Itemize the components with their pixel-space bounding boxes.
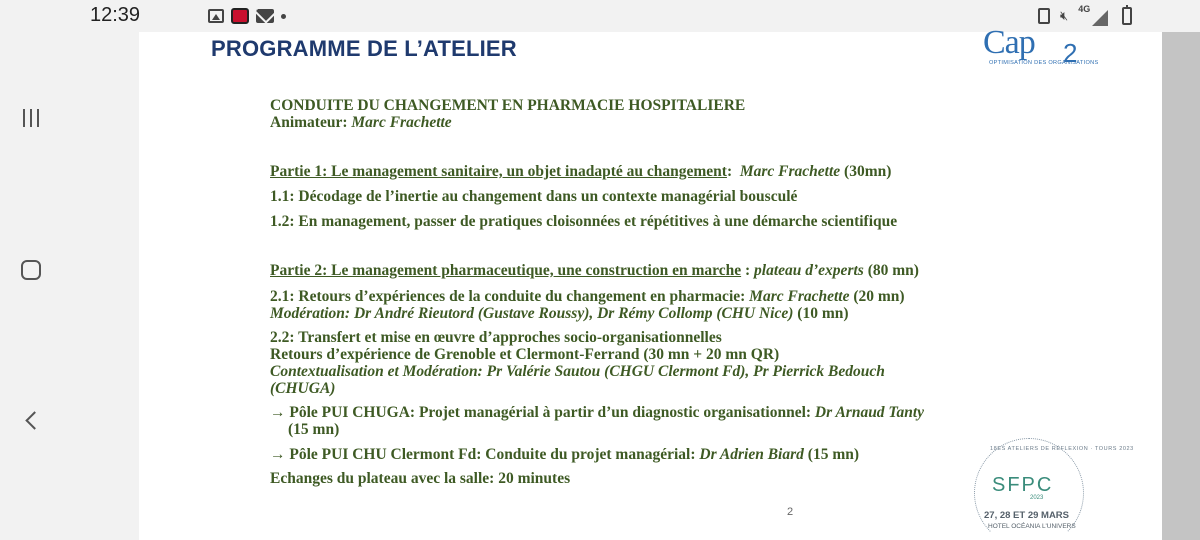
- pole2-speaker: Dr Adrien Biard: [699, 446, 804, 463]
- logo-tagline: OPTIMISATION DES ORGANISATIONS: [989, 60, 1099, 66]
- recents-button[interactable]: [18, 105, 44, 131]
- part2-colon: :: [741, 262, 751, 279]
- part2-item-2-line1: 2.2: Transfert et mise en œuvre d’approches socio-organisationnelles: [270, 329, 722, 346]
- part2-item-2-line3: [270, 363, 885, 380]
- animator-name: Marc Frachette: [351, 114, 452, 131]
- animator-label: Animateur:: [270, 114, 348, 131]
- navigation-bar: [0, 0, 62, 540]
- part2-item-2-moderation: Contextualisation et Modération: Pr Valérie Sautou (CHGU Clermont Fd), Pr Pierrick Bedouch: [270, 363, 885, 380]
- part2-item-2-moderation-cont: (CHUGA): [270, 380, 336, 397]
- part2-item-2-line4: [270, 380, 335, 397]
- mute-icon: 🔇︎: [1060, 8, 1069, 24]
- network-type: 4G: [1078, 4, 1091, 14]
- sfpc-arc-text: 18ES ATELIERS DE RÉFLEXION · TOURS 2023: [990, 446, 1134, 452]
- part1-item-2: 1.2: En management, passer de pratiques cloisonnées et répétitives à une démarche scientifique: [270, 213, 898, 230]
- pole1-text: → Pôle PUI CHUGA: Projet managérial à partir d’un diagnostic organisationnel:: [270, 404, 812, 421]
- part1-duration: (30mn): [844, 163, 892, 180]
- logo-number: 2: [1063, 38, 1078, 68]
- status-time: 12:39: [90, 4, 141, 26]
- pole2-duration: (15 mn): [807, 446, 860, 463]
- part2-item-2-line2: Retours d’expérience de Grenoble et Clermont-Ferrand (30 mn + 20 mn QR): [270, 346, 780, 363]
- part2-item-1-moderation-line: [270, 305, 849, 322]
- slide-title: PROGRAMME DE L’ATELIER: [211, 36, 517, 61]
- viewer-edge: [1162, 32, 1200, 540]
- sfpc-logo: [974, 438, 1134, 540]
- recents-bar-icon: [23, 109, 25, 127]
- exchange-line: Echanges du plateau avec la salle: 20 minutes: [270, 470, 571, 487]
- part2-item-1: [270, 288, 905, 305]
- part2-duration: (80 mn): [867, 262, 919, 279]
- pole1-duration: (15 mn): [288, 421, 340, 438]
- part1-colon: :: [726, 163, 733, 180]
- session-heading: CONDUITE DU CHANGEMENT EN PHARMACIE HOSPITALIERE: [270, 97, 746, 114]
- part2-item-1-speaker: Marc Frachette: [749, 288, 850, 305]
- part2-item-1-text: 2.1: Retours d’expériences de la conduite du changement en pharmacie:: [270, 288, 746, 305]
- recents-bar-icon: [30, 109, 32, 127]
- page-number: 2: [787, 506, 794, 518]
- sfpc-venue: HOTEL OCÉANIA L'UNIVERS: [988, 523, 1076, 530]
- battery-icon: [1122, 7, 1132, 25]
- sfpc-brand: SFPC: [992, 474, 1054, 496]
- animator-line: [270, 114, 452, 131]
- signal-icon: [1078, 6, 1112, 26]
- pole1-line: [270, 404, 924, 421]
- cap2-logo: [983, 26, 1103, 78]
- image-icon: [208, 9, 224, 23]
- pole2-line: [270, 446, 859, 463]
- part1-title-line: [270, 163, 891, 180]
- slide[interactable]: [139, 24, 1162, 540]
- sfpc-dates: 27, 28 ET 29 MARS: [984, 510, 1070, 521]
- part2-item-1-duration: (20 mn): [853, 288, 905, 305]
- pole1-speaker: Dr Arnaud Tanty: [814, 404, 925, 421]
- notification-icons: [208, 8, 286, 24]
- pole2-text: → Pôle PUI CHU Clermont Fd: Conduite du projet managérial:: [270, 446, 696, 463]
- part2-item-1-mod-duration: (10 mn): [797, 305, 849, 322]
- more-notifications-dot-icon: [281, 14, 286, 19]
- part2-title: Partie 2: Le management pharmaceutique, une construction en marche: [270, 262, 742, 279]
- system-icons: [1038, 6, 1132, 26]
- home-button[interactable]: [18, 257, 44, 283]
- part2-title-line: [270, 262, 919, 279]
- sfpc-year: 2023: [1030, 495, 1044, 501]
- part1-speaker: Marc Frachette: [739, 163, 841, 180]
- part2-speaker: plateau d’experts: [754, 262, 864, 279]
- back-button[interactable]: [18, 407, 44, 433]
- mail-icon: [256, 9, 274, 23]
- app-notification-icon: [231, 8, 249, 24]
- back-icon: [25, 411, 43, 429]
- home-icon: [21, 260, 41, 280]
- lock-icon: [1038, 8, 1050, 24]
- part2-item-1-moderation: Modération: Dr André Rieutord (Gustave Roussy), Dr Rémy Collomp (CHU Nice): [270, 305, 794, 322]
- recents-bar-icon: [37, 109, 39, 127]
- signal-bars-icon: [1092, 10, 1108, 26]
- logo-brand: Cap: [983, 24, 1035, 61]
- part1-title: Partie 1: Le management sanitaire, un objet inadapté au changement: [270, 163, 727, 180]
- part1-item-1: 1.1: Décodage de l’inertie au changement dans un contexte managérial bousculé: [270, 188, 798, 205]
